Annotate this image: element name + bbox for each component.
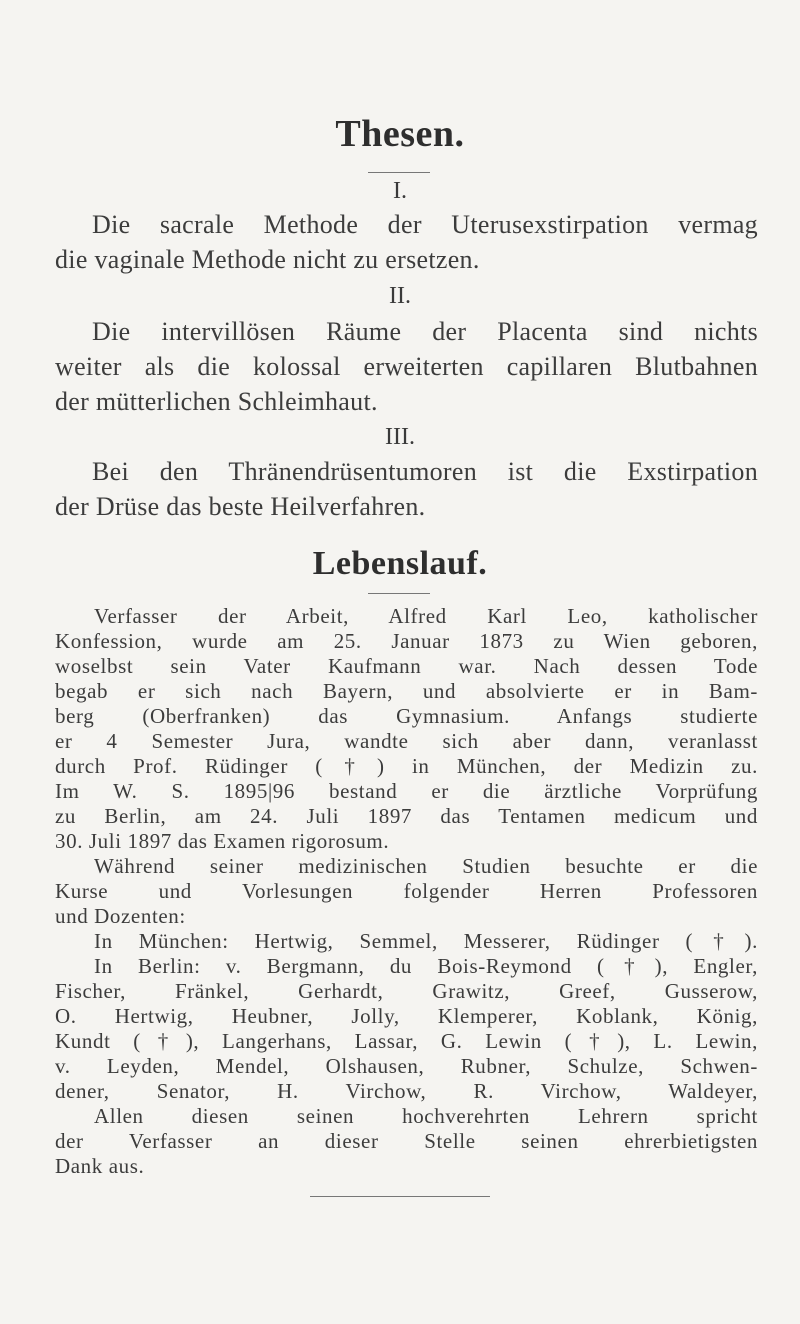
thesis-3-numeral: III. bbox=[385, 424, 415, 450]
lebenslauf-line-15: In Berlin: v. Bergmann, du Bois-Reymond (†), Engler, bbox=[94, 954, 758, 978]
thesis-2-line-3: der mütterlichen Schleimhaut. bbox=[55, 387, 378, 416]
lebenslauf-line-14: In München: Hertwig, Semmel, Messerer, Rüdinger (†). bbox=[94, 929, 758, 953]
lebenslauf-title-rule bbox=[368, 593, 430, 594]
thesis-1-line-1: Die sacrale Methode der Uterusexstirpation vermag bbox=[92, 210, 758, 239]
lebenslauf-line-22: der Verfasser an dieser Stelle seinen ehrerbietigsten bbox=[55, 1129, 758, 1153]
lebenslauf-line-17: O. Hertwig, Heubner, Jolly, Klemperer, Koblank, König, bbox=[55, 1004, 758, 1028]
thesis-2-numeral: II. bbox=[389, 283, 411, 309]
thesis-3-line-2: der Drüse das beste Heilverfahren. bbox=[55, 492, 426, 521]
lebenslauf-line-18: Kundt (†), Langerhans, Lassar, G. Lewin (†), L. Lewin, bbox=[55, 1029, 758, 1053]
lebenslauf-line-4: begab er sich nach Bayern, und absolvierte er in Bam- bbox=[55, 679, 758, 703]
thesen-title: Thesen. bbox=[335, 113, 465, 155]
lebenslauf-line-9: zu Berlin, am 24. Juli 1897 das Tentamen medicum und bbox=[55, 804, 758, 828]
lebenslauf-line-7: durch Prof. Rüdinger (†) in München, der Medizin zu. bbox=[55, 754, 758, 778]
lebenslauf-line-10: 30. Juli 1897 das Examen rigorosum. bbox=[55, 829, 390, 853]
lebenslauf-line-8: Im W. S. 1895|96 bestand er die ärztliche Vorprüfung bbox=[55, 779, 758, 803]
lebenslauf-title: Lebenslauf. bbox=[312, 545, 488, 582]
thesis-2-line-1: Die intervillösen Räume der Placenta sind nichts bbox=[92, 317, 758, 346]
lebenslauf-line-21: Allen diesen seinen hochverehrten Lehrern spricht bbox=[94, 1104, 758, 1128]
thesis-1-numeral: I. bbox=[393, 178, 407, 204]
lebenslauf-line-6: er 4 Semester Jura, wandte sich aber dann, veranlasst bbox=[55, 729, 758, 753]
thesis-3-line-1: Bei den Thränendrüsentumoren ist die Exstirpation bbox=[92, 457, 758, 486]
lebenslauf-line-23: Dank aus. bbox=[55, 1154, 145, 1178]
lebenslauf-line-12: Kurse und Vorlesungen folgender Herren Professoren bbox=[55, 879, 758, 903]
lebenslauf-line-16: Fischer, Fränkel, Gerhardt, Grawitz, Greef, Gusserow, bbox=[55, 979, 758, 1003]
closing-rule bbox=[310, 1196, 490, 1197]
thesis-1-line-2: die vaginale Methode nicht zu ersetzen. bbox=[55, 245, 480, 274]
lebenslauf-line-1: Verfasser der Arbeit, Alfred Karl Leo, katholischer bbox=[94, 604, 758, 628]
lebenslauf-line-2: Konfession, wurde am 25. Januar 1873 zu Wien geboren, bbox=[55, 629, 758, 653]
lebenslauf-line-13: und Dozenten: bbox=[55, 904, 186, 928]
lebenslauf-line-19: v. Leyden, Mendel, Olshausen, Rubner, Schulze, Schwen- bbox=[55, 1054, 758, 1078]
lebenslauf-line-5: berg (Oberfranken) das Gymnasium. Anfangs studierte bbox=[55, 704, 758, 728]
lebenslauf-line-20: dener, Senator, H. Virchow, R. Virchow, Waldeyer, bbox=[55, 1079, 758, 1103]
lebenslauf-line-3: woselbst sein Vater Kaufmann war. Nach dessen Tode bbox=[55, 654, 758, 678]
thesis-2-line-2: weiter als die kolossal erweiterten capillaren Blutbahnen bbox=[55, 352, 758, 381]
thesen-title-rule bbox=[368, 172, 430, 173]
lebenslauf-line-11: Während seiner medizinischen Studien besuchte er die bbox=[94, 854, 758, 878]
